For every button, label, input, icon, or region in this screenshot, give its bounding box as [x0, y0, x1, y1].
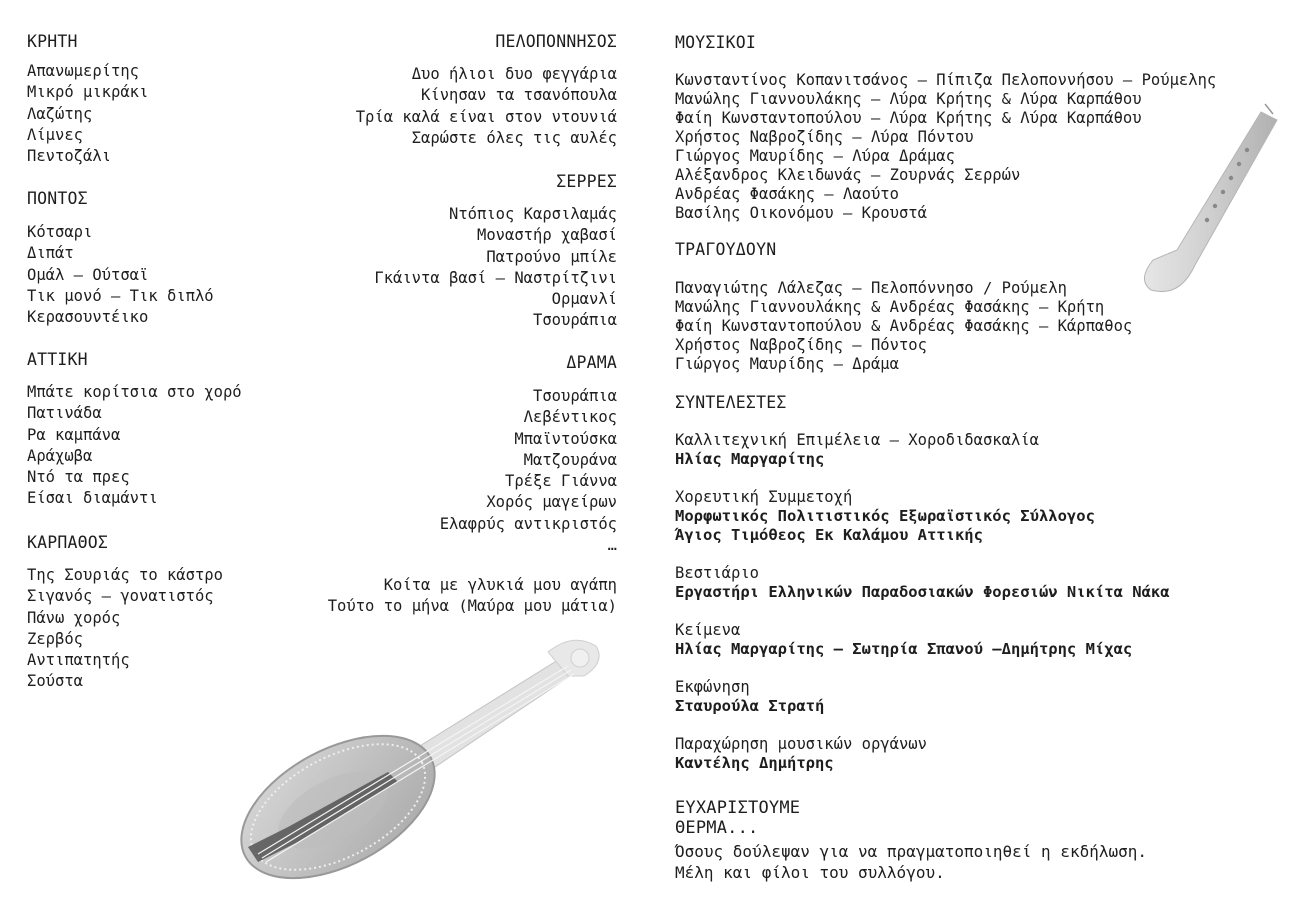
credit-label: Εκφώνηση [675, 678, 750, 696]
list-item: Χρήστος Ναβροζίδης – Πόντος [675, 336, 927, 354]
list-item: Γιώργος Μαυρίδης – Δράμα [675, 355, 899, 373]
list-item: Κοίτα με γλυκιά μου αγάπη [383, 576, 617, 594]
list-item: Σιγανός – γονατιστός [27, 587, 214, 606]
singers-list [675, 279, 1132, 374]
list-item: Μοναστήρ χαβασί [477, 226, 617, 245]
credit-entry [675, 621, 1132, 659]
credit-value: Εργαστήρι Ελληνικών Παραδοσιακών Φορεσιών Νικίτα Νάκα [675, 583, 1170, 601]
section-items-serres [374, 204, 617, 332]
list-item: Μανώλης Γιαννουλάκης – Λύρα Κρήτης & Λύρα Καρπάθου [675, 90, 1142, 108]
section-heading-peloponnisos: ΠΕΛΟΠΟΝΝΗΣΟΣ [495, 32, 617, 51]
list-item: Λίμνες [27, 125, 83, 144]
musicians-list [675, 71, 1216, 223]
list-item: Παναγιώτης Λάλεζας – Πελοπόννησο / Ρούμελη [675, 279, 1067, 297]
list-item: Κότσαρι [27, 223, 93, 241]
thanks-line: Όσους δούλεψαν για να πραγματοποιηθεί η εκδήλωση. [675, 842, 1148, 861]
list-item: Πατρούνο μπίλε [486, 247, 617, 266]
list-item: Αράχωβα [27, 446, 93, 465]
credit-label: Καλλιτεχνική Επιμέλεια – Χοροδιδασκαλία [675, 431, 1039, 449]
credit-entry [675, 564, 1170, 602]
section-items-peloponnisos [356, 64, 617, 149]
credits-heading: ΣΥΝΤΕΛΕΣΤΕΣ [675, 393, 787, 412]
list-item: Βασίλης Οικονόμου – Κρουστά [675, 204, 927, 222]
thanks-heading: ΕΥΧΑΡΙΣΤΟΥΜΕ ΘΕΡΜΑ... [675, 798, 801, 838]
credit-entry [675, 735, 927, 773]
list-item: Φαίη Κωνσταντοπούλου – Λύρα Κρήτης & Λύρα Καρπάθου [675, 109, 1142, 127]
credit-entry [675, 678, 824, 716]
list-item: Γιώργος Μαυρίδης – Λύρα Δράμας [675, 147, 955, 165]
credit-value: Άγιος Τιμόθεος Εκ Καλάμου Αττικής [675, 526, 983, 544]
list-item: Μπαϊντούσκα [514, 429, 617, 448]
section-heading-attiki: ΑΤΤΙΚΗ [27, 350, 88, 369]
list-item: Ομάλ – Ούτσαϊ [27, 265, 149, 284]
list-item: Λαζώτης [27, 104, 93, 123]
list-item: Ματζουράνα [523, 450, 617, 469]
thanks-line: Μέλη και φίλοι του συλλόγου. [675, 863, 945, 882]
list-item: Κερασουντέικο [27, 308, 149, 327]
list-item: Τρία καλά είναι στον ντουνιά [355, 107, 617, 126]
section-heading-pontos: ΠΟΝΤΟΣ [27, 189, 88, 208]
list-item: Ελαφρύς αντικριστός [439, 514, 617, 533]
list-item: Σαρώστε όλες τις αυλές [411, 128, 617, 147]
list-item: … [607, 536, 617, 555]
credit-entry [675, 488, 1095, 545]
list-item: Ντό τα πρες [27, 468, 130, 487]
list-item: Χρήστος Ναβροζίδης – Λύρα Πόντου [675, 128, 974, 146]
list-item: Κίνησαν τα τσανόπουλα [421, 86, 617, 105]
list-item: Ανδρέας Φασάκης – Λαούτο [675, 185, 899, 203]
list-item: Δυο ήλιοι δυο φεγγάρια [411, 65, 617, 83]
list-item: Μανώλης Γιαννουλάκης & Ανδρέας Φασάκης – Κρήτη [675, 298, 1105, 316]
list-item: Γκάιντα βασί – Ναστρίτζινι [374, 268, 617, 287]
list-item: Φαίη Κωνσταντοπούλου & Ανδρέας Φασάκης – Κάρπαθος [675, 317, 1133, 335]
list-item: Πεντοζάλι [27, 147, 111, 166]
credit-entry [675, 431, 1039, 469]
section-items-drama [440, 386, 617, 556]
list-item: Τρέξε Γιάννα [505, 472, 617, 491]
credit-value: Ηλίας Μαργαρίτης – Σωτηρία Σπανού –Δημήτρης Μίχας [675, 640, 1133, 658]
list-item: Απανωμερίτης [27, 62, 139, 80]
list-item: Είσαι διαμάντι [27, 489, 158, 508]
credit-value: Σταυρούλα Στρατή [675, 697, 825, 715]
list-item: Πατινάδα [27, 404, 102, 423]
list-item: Πάνω χορός [27, 608, 121, 627]
singers-heading: ΤΡΑΓΟΥΔΟΥΝ [675, 240, 777, 259]
section-items-pontos [27, 222, 214, 328]
section-items-crete [27, 61, 148, 167]
credit-label: Παραχώρηση μουσικών οργάνων [675, 735, 927, 753]
list-item: Ντόπιος Καρσιλαμάς [449, 205, 617, 223]
list-item: Ρα καμπάνα [27, 425, 121, 444]
list-item: Αντιπατητής [27, 651, 130, 670]
cretan-lute-icon [228, 632, 608, 882]
list-item: Μπάτε κορίτσια στο χορό [27, 383, 242, 401]
list-item: Διπάτ [27, 244, 74, 263]
list-item: Τσουράπια [533, 311, 617, 330]
musicians-heading: ΜΟΥΣΙΚΟΙ [675, 33, 757, 52]
list-item: Τούτο το μήνα (Μαύρα μου μάτια) [327, 597, 617, 616]
credit-value: Ηλίας Μαργαρίτης [675, 450, 825, 468]
section-heading-karpathos: ΚΑΡΠΑΘΟΣ [27, 533, 109, 552]
list-item: Χορός μαγείρων [486, 493, 617, 512]
list-item: Της Σουριάς το κάστρο [27, 566, 223, 584]
section-items-attiki [27, 382, 242, 510]
section-heading-drama: ΔΡΑΜΑ [566, 353, 617, 372]
thanks-lines [675, 841, 1147, 883]
section-heading-crete: ΚΡΗΤΗ [27, 32, 78, 51]
list-item: Ζερβός [27, 629, 83, 648]
section-items-extra [328, 575, 617, 618]
credit-value: Μορφωτικός Πολιτιστικός Εξωραϊστικός Σύλλογος [675, 507, 1095, 525]
list-item: Αλέξανδρος Κλειδωνάς – Ζουρνάς Σερρών [675, 166, 1021, 184]
credit-label: Βεστιάριο [675, 564, 759, 582]
list-item: Ορμανλί [551, 290, 617, 309]
list-item: Σούστα [27, 672, 83, 691]
list-item: Τσουράπια [533, 387, 617, 405]
list-item: Τικ μονό – Τικ διπλό [27, 286, 214, 305]
section-heading-serres: ΣΕΡΡΕΣ [556, 172, 617, 191]
list-item: Κωνσταντίνος Κοπανιτσάνος – Πίπιζα Πελοποννήσου – Ρούμελης [675, 71, 1217, 89]
credit-value: Καντέλης Δημήτρης [675, 754, 834, 772]
credit-label: Χορευτική Συμμετοχή [675, 488, 853, 506]
list-item: Μικρό μικράκι [27, 83, 149, 102]
list-item: Λεβέντικος [523, 408, 617, 427]
credit-label: Κείμενα [675, 621, 741, 639]
section-items-karpathos [27, 565, 223, 693]
